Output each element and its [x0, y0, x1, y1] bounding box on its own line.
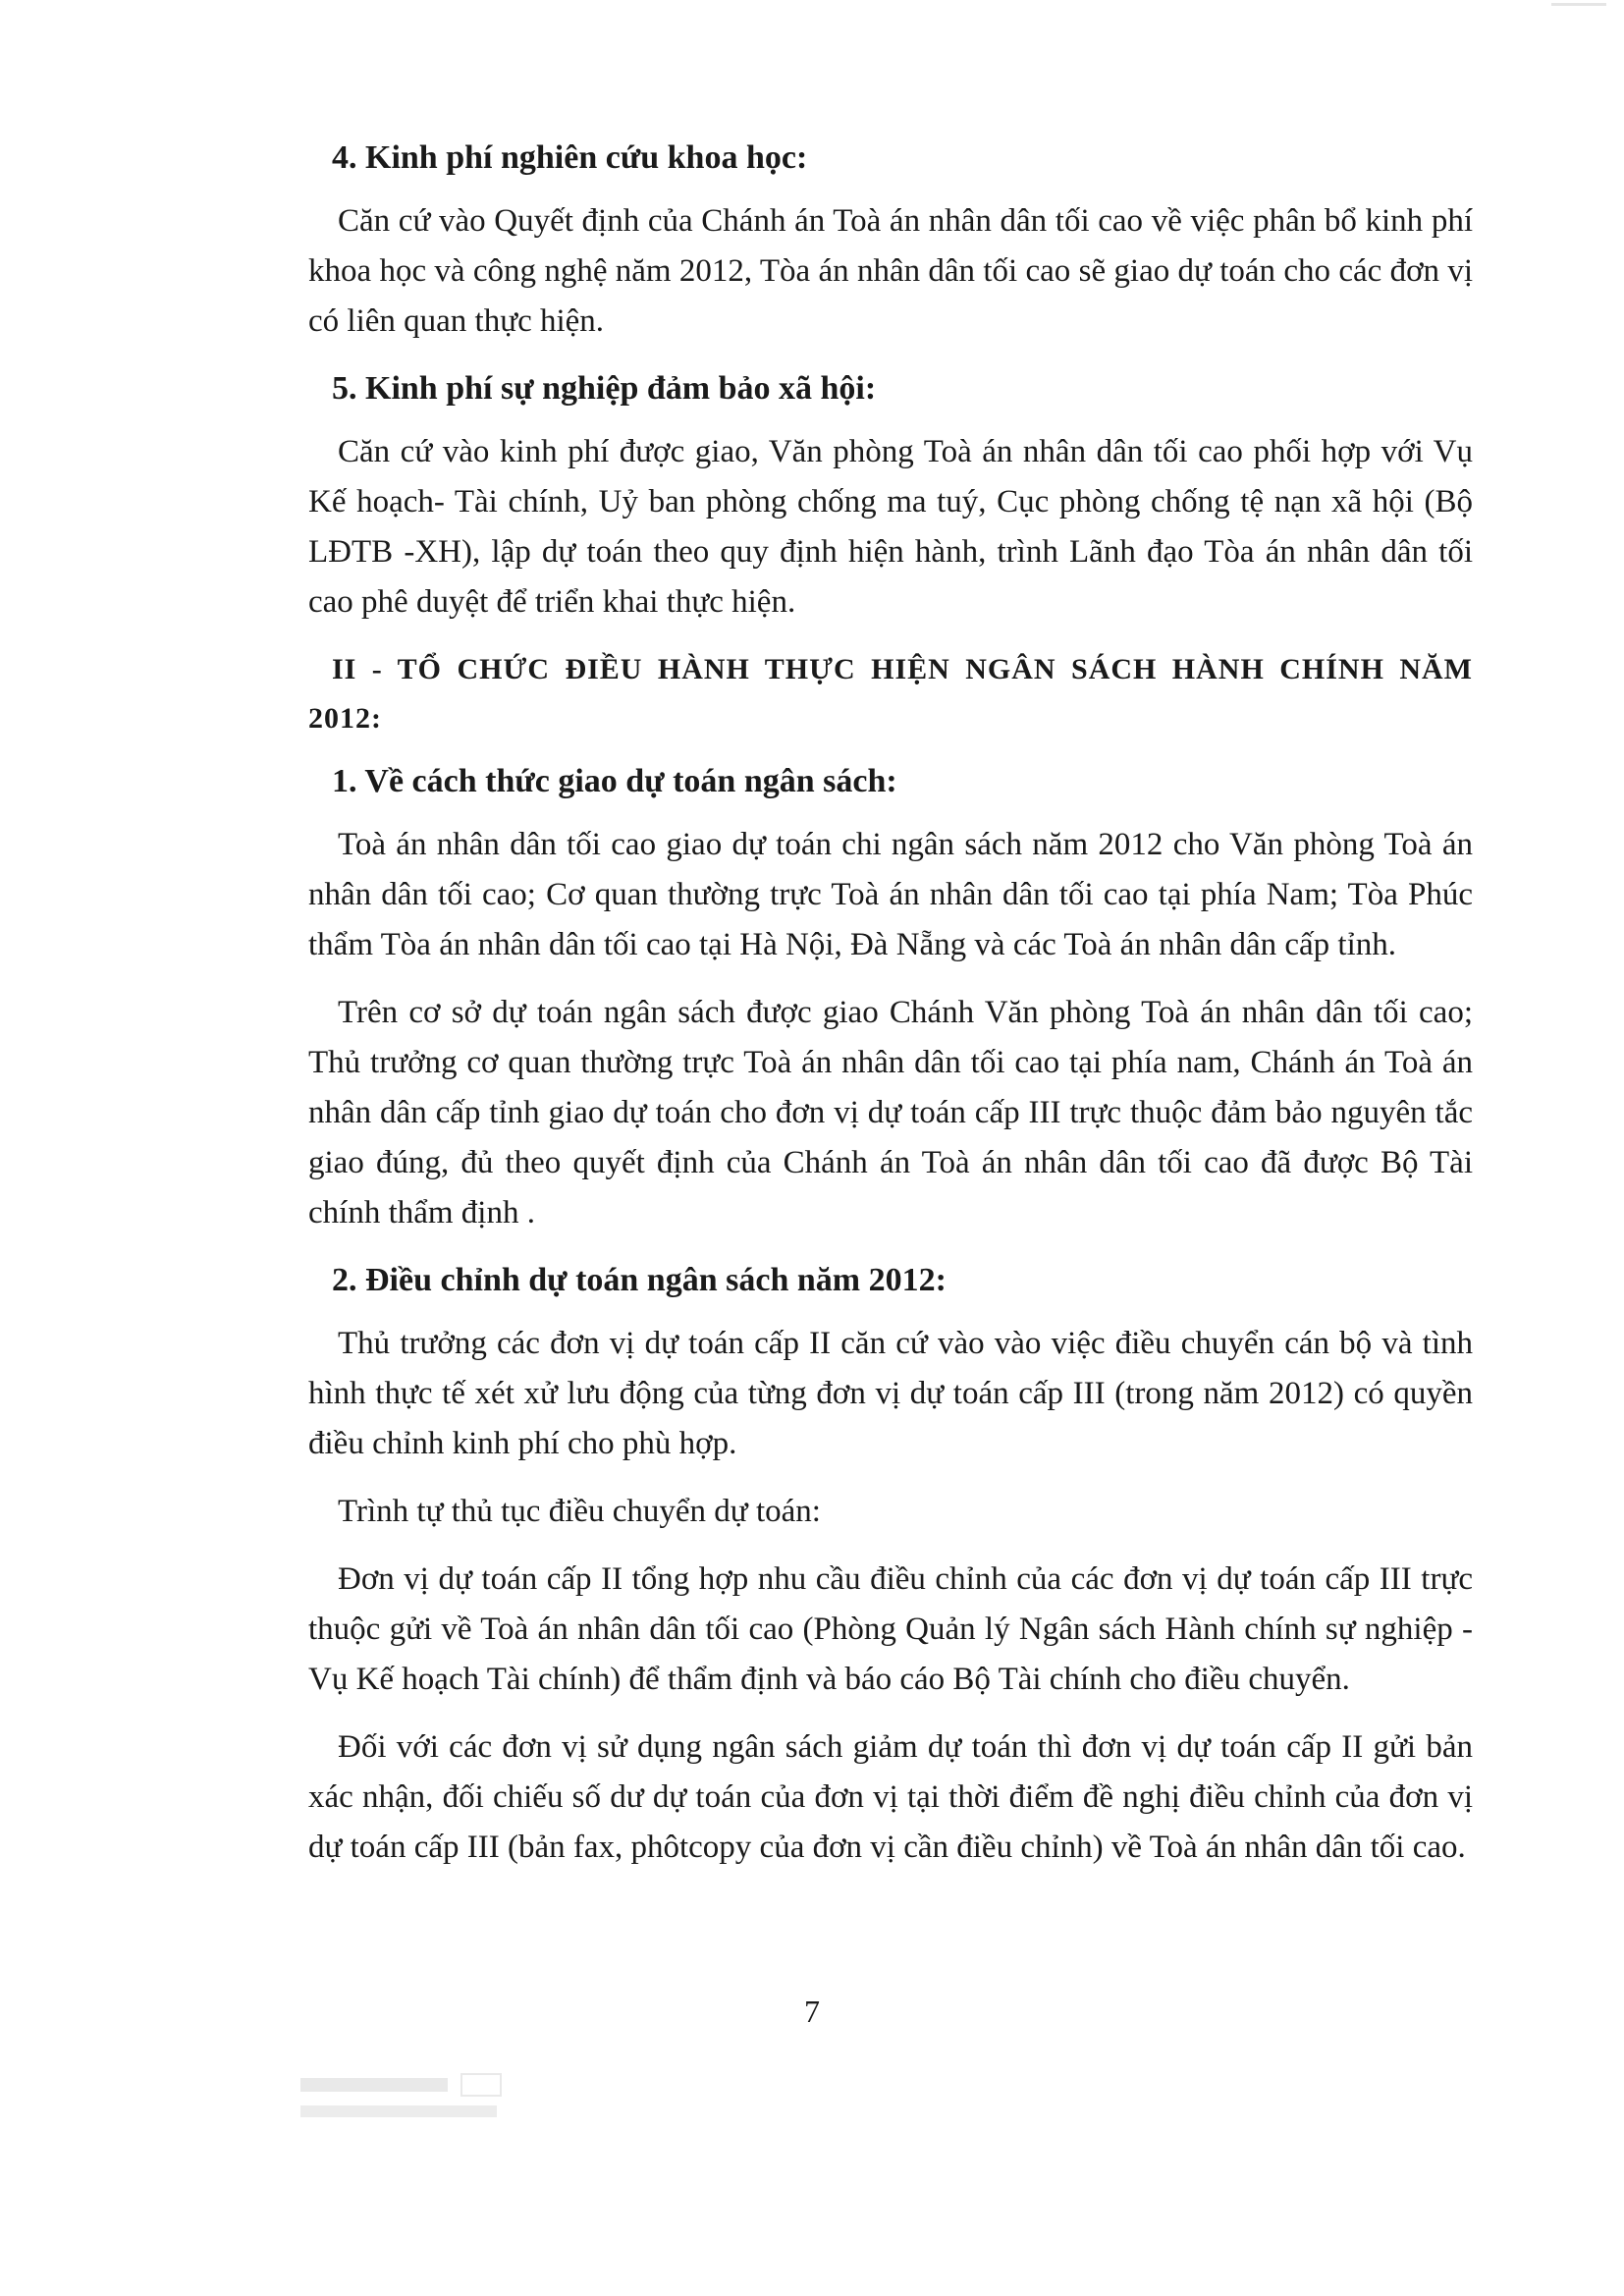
subsection-2-paragraph-3: Đơn vị dự toán cấp II tổng hợp nhu cầu điều chỉnh của các đơn vị dự toán cấp III trực thuộc gửi về Toà án nhân dân tối cao (Phòng Quản lý Ngân sách Hành chính sự nghiệp - Vụ Kế hoạch Tài chính) để thẩm định và báo cáo Bộ Tài chính cho điều chuyển.	[308, 1561, 1473, 1697]
subsection-1-paragraph-1: Toà án nhân dân tối cao giao dự toán chi ngân sách năm 2012 cho Văn phòng Toà án nhân dân tối cao; Cơ quan thường trực Toà án nhân dân tối cao tại phía Nam; Tòa Phúc thẩm Tòa án nhân dân tối cao tại Hà Nội, Đà Nẵng và các Toà án nhân dân cấp tỉnh.	[308, 827, 1473, 962]
section-5-paragraph: Căn cứ vào kinh phí được giao, Văn phòng Toà án nhân dân tối cao phối hợp với Vụ Kế hoạch- Tài chính, Uỷ ban phòng chống ma tuý, Cục phòng chống tệ nạn xã hội (Bộ LĐTB -XH), lập dự toán theo quy định hiện hành, trình Lãnh đạo Tòa án nhân dân tối cao phê duyệt để triển khai thực hiện.	[308, 434, 1473, 620]
subsection-2-paragraph-4: Đối với các đơn vị sử dụng ngân sách giảm dự toán thì đơn vị dự toán cấp II gửi bản xác nhận, đối chiếu số dư dự toán của đơn vị tại thời điểm đề nghị điều chỉnh của đơn vị dự toán cấp III (bản fax, phôtcopy của đơn vị cần điều chỉnh) về Toà án nhân dân tối cao.	[308, 1729, 1473, 1865]
subsection-2-paragraph-1: Thủ trưởng các đơn vị dự toán cấp II căn cứ vào vào việc điều chuyển cán bộ và tình hình thực tế xét xử lưu động của từng đơn vị dự toán cấp III (trong năm 2012) có quyền điều chỉnh kinh phí cho phù hợp.	[308, 1326, 1473, 1461]
section-5-heading: 5. Kinh phí sự nghiệp đảm bảo xã hội:	[332, 370, 877, 407]
subsection-1-heading: 1. Về cách thức giao dự toán ngân sách:	[332, 763, 897, 799]
page-number: 7	[804, 1994, 820, 2029]
document-body	[308, 134, 1473, 1890]
section-4-heading: 4. Kinh phí nghiên cứu khoa học:	[332, 139, 808, 176]
section-4-paragraph: Căn cứ vào Quyết định của Chánh án Toà án nhân dân tối cao về việc phân bổ kinh phí khoa học và công nghệ năm 2012, Tòa án nhân dân tối cao sẽ giao dự toán cho các đơn vị có liên quan thực hiện.	[308, 203, 1473, 339]
scan-artifact-mark	[1549, 0, 1608, 10]
subsection-1-paragraph-2: Trên cơ sở dự toán ngân sách được giao Chánh Văn phòng Toà án nhân dân tối cao; Thủ trưởng cơ quan thường trực Toà án nhân dân tối cao tại phía nam, Chánh án Toà án nhân dân cấp tỉnh giao dự toán cho đơn vị dự toán cấp III trực thuộc đảm bảo nguyên tắc giao đúng, đủ theo quyết định của Chánh án Toà án nhân dân tối cao đã được Bộ Tài chính thẩm định .	[308, 995, 1473, 1230]
faded-stamp-mark	[295, 2070, 530, 2139]
part-ii-heading: II - TỔ CHỨC ĐIỀU HÀNH THỰC HIỆN NGÂN SÁCH HÀNH CHÍNH NĂM 2012:	[308, 653, 1473, 735]
subsection-2-heading: 2. Điều chỉnh dự toán ngân sách năm 2012:	[332, 1262, 947, 1298]
subsection-2-paragraph-2: Trình tự thủ tục điều chuyển dự toán:	[338, 1494, 821, 1529]
